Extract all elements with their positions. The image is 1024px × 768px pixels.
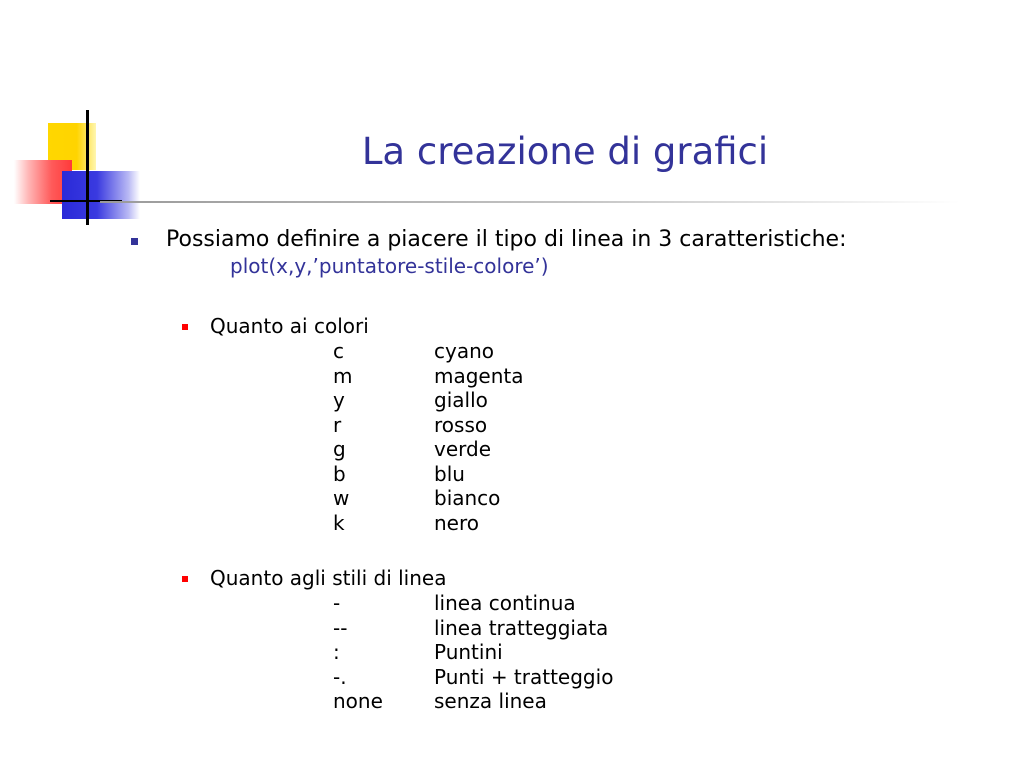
bullet-square-icon: [182, 324, 188, 330]
list-item-code: w: [333, 486, 350, 510]
slide-title: La creazione di grafici: [361, 130, 769, 173]
list-item-code: -.: [333, 664, 347, 689]
list-item-meaning: magenta: [434, 363, 524, 388]
bullet-square-icon: [182, 576, 188, 582]
list-item-meaning: blu: [434, 461, 465, 486]
bullet-main-text: Possiamo definire a piacere il tipo di linea in 3 caratteristiche:: [166, 227, 847, 252]
list-item-code: y: [333, 388, 345, 412]
list-item-code: --: [333, 615, 348, 640]
title-divider: [100, 201, 960, 203]
list-item-code: none: [333, 689, 383, 713]
list-item-code: k: [333, 510, 345, 535]
list-item-code: r: [333, 412, 342, 437]
decorative-logo: [0, 0, 170, 240]
list-item-code: c: [333, 339, 344, 363]
list-item-meaning: cyano: [434, 339, 494, 363]
list-item-meaning: rosso: [434, 412, 488, 437]
list-item-code: m: [333, 363, 353, 388]
blue-square: [62, 171, 140, 219]
list-item-meaning: giallo: [434, 388, 488, 412]
list-item-meaning: verde: [434, 437, 492, 461]
plot-syntax-text: plot(x,y,’puntatore-stile-colore’): [230, 254, 549, 278]
list-item-meaning: Punti + tratteggio: [434, 664, 614, 689]
bullet-square-icon: [131, 238, 138, 245]
list-item-code: g: [333, 437, 346, 461]
list-item-code: b: [333, 461, 346, 486]
colors-heading: Quanto ai colori: [210, 314, 369, 338]
list-item-meaning: Puntini: [434, 640, 503, 664]
list-item-meaning: bianco: [434, 486, 501, 510]
list-item-meaning: linea continua: [434, 591, 576, 615]
list-item-meaning: nero: [434, 510, 479, 535]
list-item-code: -: [333, 591, 341, 615]
list-item-meaning: linea tratteggiata: [434, 615, 609, 640]
list-item-code: :: [333, 640, 340, 664]
list-item-meaning: senza linea: [434, 689, 547, 713]
logo-vertical-line: [86, 110, 89, 225]
styles-heading: Quanto agli stili di linea: [210, 566, 447, 590]
